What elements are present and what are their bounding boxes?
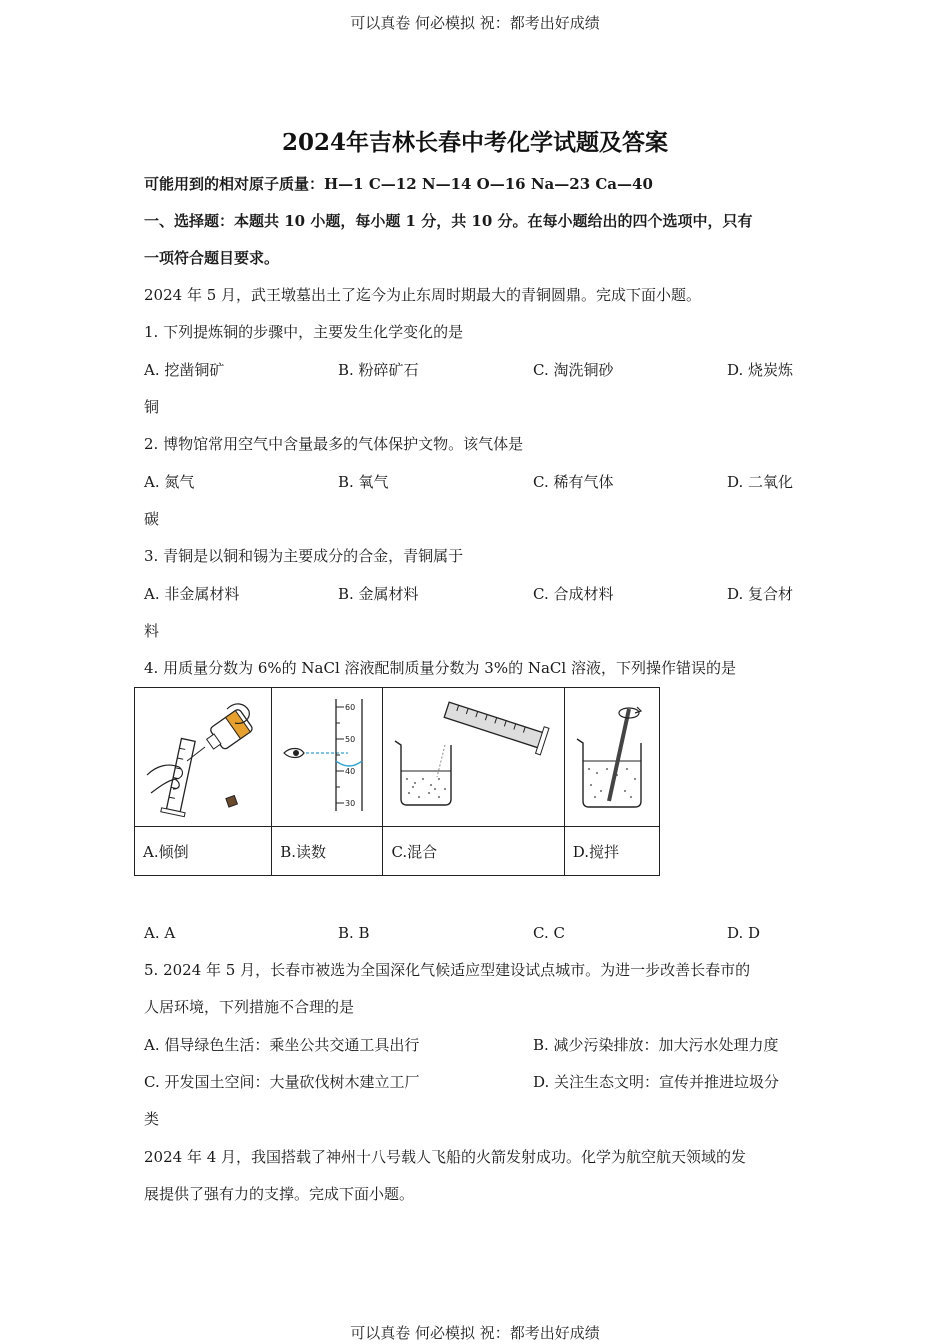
- q1-option-b: B. 粉碎矿石: [338, 361, 419, 379]
- figure-pouring: [135, 688, 272, 827]
- context2-line1: 2024 年 4 月，我国搭载了神州十八号载人飞船的火箭发射成功。化学为航空航天领域的发: [144, 1148, 747, 1166]
- figure-label-d: D.搅拌: [564, 827, 659, 876]
- q1-option-c: C. 淘洗铜砂: [533, 361, 614, 379]
- q5-option-d: D. 关注生态文明：宣传并推进垃圾分: [533, 1073, 780, 1091]
- q3-option-b: B. 金属材料: [338, 585, 419, 603]
- page-header: 可以真卷 何必模拟 祝：都考出好成绩: [350, 14, 600, 32]
- page-footer: 可以真卷 何必模拟 祝：都考出好成绩: [350, 1324, 600, 1342]
- figure-label-b: B.读数: [272, 827, 383, 876]
- q4-option-d: D. D: [727, 924, 761, 942]
- figure-label-a: A.倾倒: [135, 827, 272, 876]
- experiment-figure: [134, 687, 660, 875]
- figure-reading: [272, 688, 383, 827]
- q3-option-c: C. 合成材料: [533, 585, 614, 603]
- tick-60: 60: [345, 703, 356, 712]
- q3-option-d: D. 复合材: [727, 585, 794, 603]
- q2-option-d-wrap: 碳: [144, 510, 160, 528]
- q1-option-d: D. 烧炭炼: [727, 361, 794, 379]
- q4-option-a: A. A: [144, 924, 176, 942]
- tick-30: 30: [345, 799, 356, 808]
- q5-option-c: C. 开发国土空间：大量砍伐树木建立工厂: [144, 1073, 420, 1091]
- q5-option-a: A. 倡导绿色生活：乘坐公共交通工具出行: [144, 1036, 420, 1054]
- q2-option-c: C. 稀有气体: [533, 473, 614, 491]
- q4-option-c: C. C: [533, 924, 565, 942]
- q5-option-d-wrap: 类: [144, 1110, 160, 1128]
- q3-option-d-wrap: 料: [144, 622, 160, 640]
- figure-label-c: C.混合: [383, 827, 564, 876]
- q2-option-d: D. 二氧化: [727, 473, 794, 491]
- tick-50: 50: [345, 735, 356, 744]
- question-3-stem: 3. 青铜是以铜和锡为主要成分的合金，青铜属于: [144, 547, 464, 565]
- q2-option-b: B. 氧气: [338, 473, 389, 491]
- figure-stirring: [564, 688, 659, 827]
- q1-option-d-wrap: 铜: [144, 398, 160, 416]
- question-5-stem-line2: 人居环境，下列措施不合理的是: [144, 998, 355, 1016]
- question-1-stem: 1. 下列提炼铜的步骤中，主要发生化学变化的是: [144, 323, 464, 341]
- page-title: 2024年吉林长春中考化学试题及答案: [281, 129, 668, 156]
- context-paragraph: 2024 年 5 月，武王墩墓出土了迄今为止东周时期最大的青铜圆鼎。完成下面小题。: [144, 286, 702, 304]
- atomic-masses: 可能用到的相对原子质量：H—1 C—12 N—14 O—16 Na—23 Ca—40: [144, 175, 653, 193]
- question-4-stem: 4. 用质量分数为 6%的 NaCl 溶液配制质量分数为 3%的 NaCl 溶液，下列操作错误的是: [144, 659, 736, 677]
- q2-option-a: A. 氮气: [144, 473, 195, 491]
- question-2-stem: 2. 博物馆常用空气中含量最多的气体保护文物。该气体是: [144, 435, 524, 453]
- q5-option-b: B. 减少污染排放：加大污水处理力度: [533, 1036, 779, 1054]
- q1-option-a: A. 挖凿铜矿: [144, 361, 225, 379]
- q3-option-a: A. 非金属材料: [144, 585, 240, 603]
- tick-40: 40: [345, 767, 356, 776]
- question-5-stem-line1: 5. 2024 年 5 月，长春市被选为全国深化气候适应型建设试点城市。为进一步改善长春市的: [144, 961, 751, 979]
- section-heading-line1: 一、选择题：本题共 10 小题，每小题 1 分，共 10 分。在每小题给出的四个选项中，只有: [144, 212, 753, 230]
- context2-line2: 展提供了强有力的支撑。完成下面小题。: [144, 1185, 415, 1203]
- q4-option-b: B. B: [338, 924, 370, 942]
- section-heading-line2: 一项符合题目要求。: [144, 249, 280, 267]
- figure-mixing: [383, 688, 564, 827]
